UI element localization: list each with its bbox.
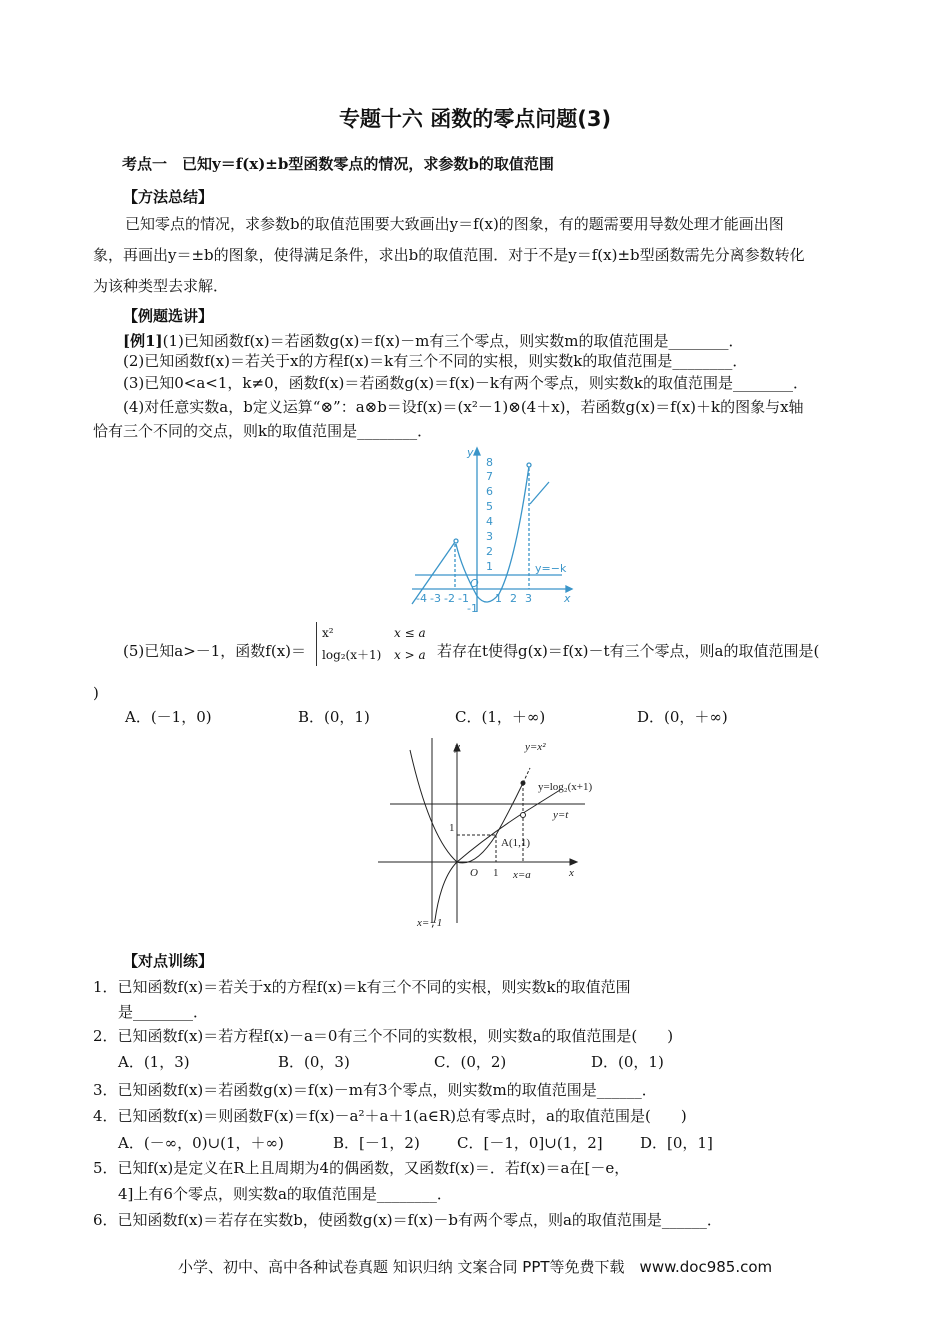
piece-cond: x ≤ a: [394, 626, 426, 640]
example-1-part-5-post: 若存在t使得g(x)＝f(x)－t有三个零点，则a的取值范围是(: [437, 642, 820, 660]
option: C．[－1，0]∪(1，2]: [457, 1134, 603, 1152]
y-tick: 7: [486, 470, 493, 483]
y-axis-label: y: [455, 741, 460, 753]
x-tick: -3: [430, 592, 441, 605]
option: A．(1，3): [118, 1053, 190, 1071]
practice-5: 5．已知f(x)是定义在R上且周期为4的偶函数，又函数f(x)＝．若f(x)＝a在[－e，: [93, 1159, 630, 1177]
line-label: y=−k: [535, 562, 567, 575]
log-curve: [435, 790, 560, 920]
example-1-part-1: [123, 330, 744, 351]
piece-expr: x²: [322, 626, 334, 640]
closed-point: [521, 781, 525, 785]
y-tick: 1: [486, 560, 493, 573]
curve-right: [530, 482, 549, 504]
method-line: 为该种类型去求解．: [93, 277, 229, 295]
piecewise-definition: [316, 622, 426, 666]
one-x-label: 1: [493, 867, 499, 879]
y-tick: 2: [486, 545, 493, 558]
practice-1-cont: 是________．: [118, 1003, 209, 1021]
y-tick: 6: [486, 485, 493, 498]
y-axis-label: y: [467, 446, 474, 459]
x-tick: -4: [416, 592, 427, 605]
x-tick: 1: [495, 592, 502, 605]
practice-3: 3．已知函数f(x)＝若函数g(x)＝f(x)－m有3个零点，则实数m的取值范围是______．: [93, 1081, 657, 1099]
t-label: y=t: [553, 809, 569, 821]
x-axis-arrow-icon: [570, 859, 577, 865]
log-label: y=log₂(x+1): [538, 781, 593, 793]
option: C．(1，＋∞): [455, 708, 546, 726]
method-line: 已知零点的情况，求参数b的取值范围要大致画出y＝f(x)的图象，有的题需要用导数处理才能画出图: [125, 215, 784, 233]
parabola-label: y=x²: [525, 741, 546, 753]
practice-2: 2．已知函数f(x)＝若方程f(x)－a＝0有三个不同的实数根，则实数a的取值范围是( ): [93, 1027, 674, 1045]
example-1-part-3: (3)已知0<a<1，k≠0，函数f(x)＝若函数g(x)＝f(x)－k有两个零点，则实数k的取值范围是________．: [123, 374, 808, 392]
example-label: [例1]: [123, 332, 163, 350]
one-y-label: 1: [449, 822, 455, 834]
figure-1-graph: [407, 444, 577, 614]
example-1-part-4: (4)对任意实数a，b定义运算“⊗”：a⊗b＝设f(x)＝(x²－1)⊗(4＋x)，若函数g(x)＝f(x)＋k的图象与x轴: [123, 398, 804, 416]
asymptote-label: x=−1: [417, 917, 443, 929]
origin-label: O: [470, 867, 478, 879]
x-tick: 2: [510, 592, 517, 605]
piece-row: [322, 622, 426, 644]
option: C．(0，2): [434, 1053, 507, 1071]
method-heading: 【方法总结】: [123, 188, 214, 206]
section-heading: 考点一 已知y＝f(x)±b型函数零点的情况，求参数b的取值范围: [122, 155, 554, 173]
option: D．[0，1]: [640, 1134, 713, 1152]
page-title: 专题十六 函数的零点问题(3): [338, 107, 612, 131]
practice-1: 1．已知函数f(x)＝若关于x的方程f(x)＝k有三个不同的实根，则实数k的取值范围: [93, 978, 631, 996]
y-tick: 4: [486, 515, 493, 528]
y-tick: 5: [486, 500, 493, 513]
figure-2-graph: [375, 738, 615, 933]
option: D．(0，＋∞): [637, 708, 728, 726]
piece-cond: x > a: [394, 648, 426, 662]
y-tick: 3: [486, 530, 493, 543]
x-tick: 3: [525, 592, 532, 605]
example-heading: 【例题选讲】: [123, 307, 214, 325]
option: B．(0，1): [298, 708, 370, 726]
practice-heading: 【对点训练】: [123, 952, 214, 970]
y-axis-arrow-icon: [474, 448, 480, 455]
example-1-part-5-pre: (5)已知a>－1，函数f(x)＝: [123, 642, 307, 660]
practice-4: 4．已知函数f(x)＝则函数F(x)＝f(x)－a²＋a＋1(a∈R)总有零点时，a的取值范围是( ): [93, 1107, 687, 1125]
option: D．(0，1): [591, 1053, 664, 1071]
y-tick: 8: [486, 456, 493, 469]
option: B．(0，3): [278, 1053, 350, 1071]
option: A．(－∞，0)∪(1，＋∞): [118, 1134, 284, 1152]
open-point-left: [454, 539, 458, 543]
example-1-part-5-close: ): [93, 684, 99, 702]
origin-label: O: [470, 577, 479, 590]
x-axis-label: x: [564, 592, 571, 605]
open-point-top: [527, 463, 531, 467]
x-axis-label: x: [569, 867, 574, 879]
point-a-label: A(1,1): [501, 837, 531, 849]
example-1-part-2: (2)已知函数f(x)＝若关于x的方程f(x)＝k有三个不同的实根，则实数k的取值范围是________．: [123, 352, 748, 370]
piece-expr: log₂(x＋1): [322, 648, 382, 662]
piece-row: [322, 644, 426, 666]
x-equals-a-label: x=a: [513, 869, 531, 881]
option: A．(－1，0): [125, 708, 212, 726]
method-line: 象，再画出y＝±b的图象，使得满足条件，求出b的取值范围．对于不是y＝f(x)±b型函数需先分离参数转化: [93, 246, 805, 264]
x-tick: -1: [458, 592, 469, 605]
example-text: (1)已知函数f(x)＝若函数g(x)＝f(x)－m有三个零点，则实数m的取值范围是________．: [162, 332, 744, 350]
practice-6: 6．已知函数f(x)＝若存在实数b，使函数g(x)＝f(x)－b有两个零点，则a的取值范围是______．: [93, 1211, 722, 1229]
x-tick: -2: [444, 592, 455, 605]
footer-text: 小学、初中、高中各种试卷真题 知识归纳 文案合同 PPT等免费下载 www.doc985.com: [178, 1258, 773, 1276]
neg-one-label: -1: [467, 602, 478, 614]
practice-5-cont: 4]上有6个零点，则实数a的取值范围是________．: [118, 1185, 452, 1203]
example-1-part-4-cont: 恰有三个不同的交点，则k的取值范围是________．: [93, 422, 433, 440]
option: B．[－1，2): [333, 1134, 420, 1152]
open-point: [521, 813, 526, 818]
